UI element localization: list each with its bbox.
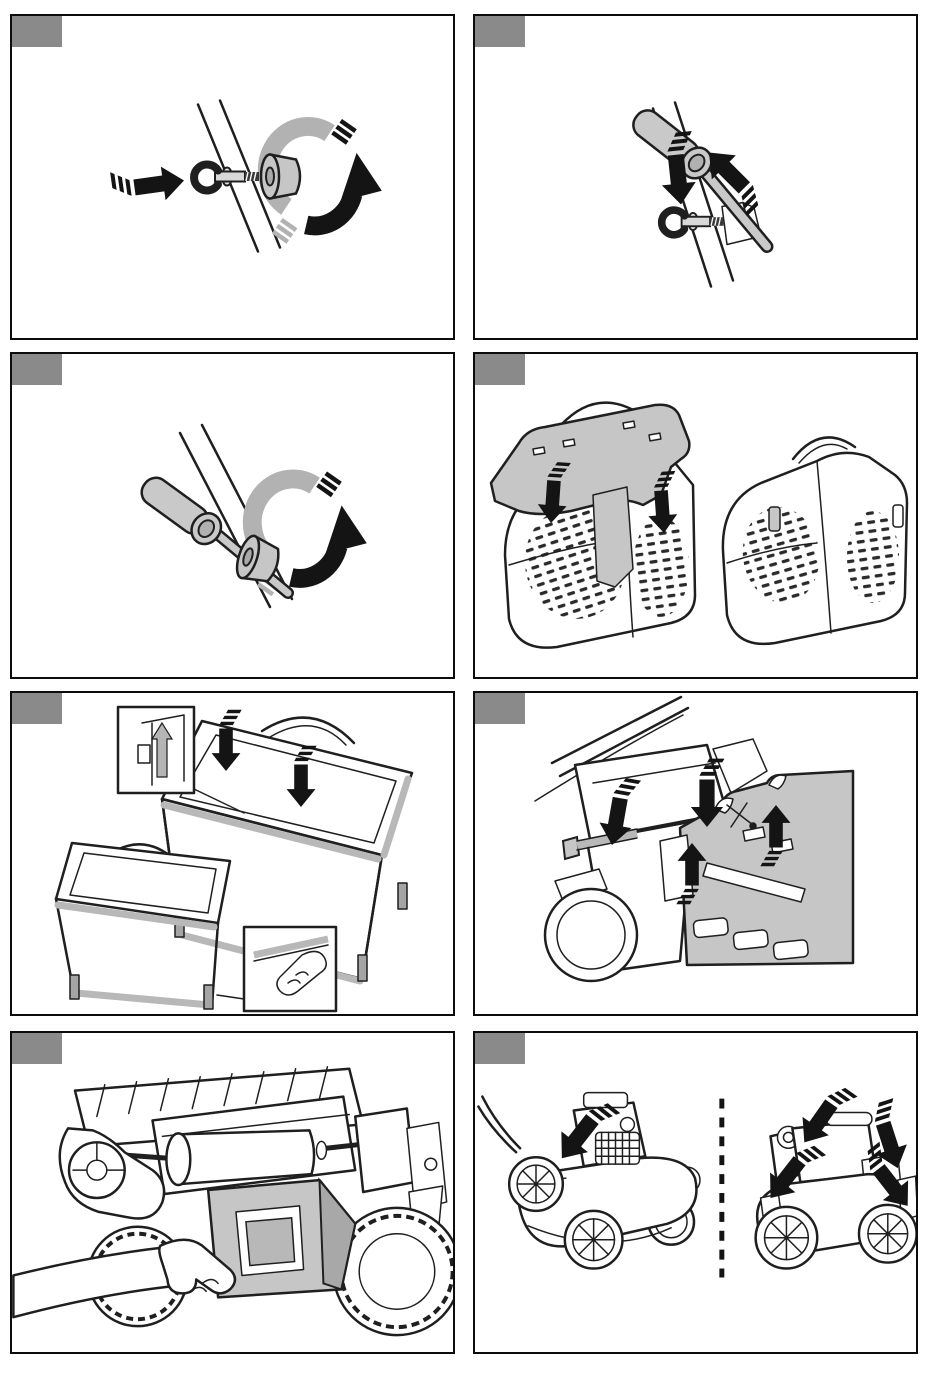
- assembled-bag: [56, 843, 230, 1009]
- knob-tighten-illustration: [12, 354, 453, 677]
- bag-mount-illustration: [475, 693, 916, 1014]
- panel-2: [473, 14, 918, 340]
- catcher-assembled-right: [723, 437, 907, 644]
- panel-6: [473, 691, 918, 1016]
- hook-bolt: [194, 165, 259, 191]
- mulch-plug-illustration: [12, 1033, 453, 1352]
- panel-3: [10, 352, 455, 679]
- panel-5: [10, 691, 455, 1016]
- catcher-cover-illustration: [475, 354, 916, 677]
- panel-8: [473, 1031, 918, 1354]
- height-adjust-illustration: [475, 1033, 916, 1352]
- knob: [261, 155, 300, 199]
- mower-rear-view: [756, 1077, 916, 1268]
- starter-grille: [596, 1132, 640, 1164]
- hook-bolt-insert-illustration: [12, 16, 453, 338]
- mower-front-view: [478, 1091, 700, 1268]
- panel-7: [10, 1031, 455, 1354]
- t-knob: [135, 471, 227, 550]
- insert-arrow-icon: [110, 162, 186, 207]
- bag-frame-clip-illustration: [12, 693, 453, 1014]
- panel-1: [10, 14, 455, 340]
- knob-rod-insert-illustration: [475, 16, 916, 338]
- panel-4: [473, 352, 918, 679]
